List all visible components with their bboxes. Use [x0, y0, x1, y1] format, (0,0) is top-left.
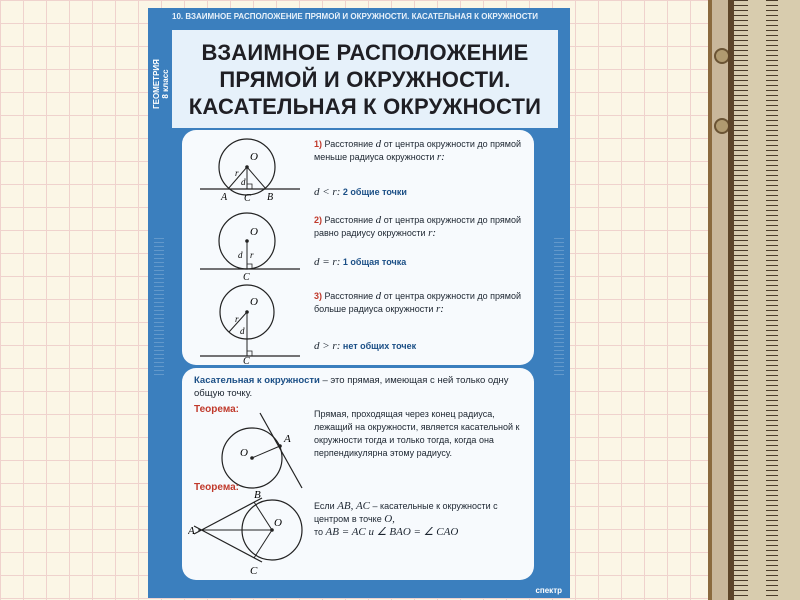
theorem2-label: Теорема: — [194, 482, 239, 493]
case3-label-c: C — [243, 356, 250, 364]
right-side-strip — [554, 238, 564, 378]
theorem1-label-o: O — [240, 447, 248, 459]
case1-label-b: B — [267, 192, 274, 203]
theorem2-text-a: Если — [314, 501, 335, 511]
case2-label-r: r — [250, 250, 254, 260]
case1-label-c: C — [244, 193, 251, 204]
case1-var-d: d — [375, 138, 382, 150]
case3-var-r: r: — [435, 303, 444, 315]
ruler-scale-secondary — [766, 0, 800, 600]
case3-text — [314, 290, 529, 316]
case2-number: 2) — [314, 215, 323, 225]
title-box — [172, 30, 558, 128]
case1-cond-expr: d < r: — [314, 186, 341, 198]
theorem1-diagram — [212, 408, 322, 493]
left-side-strip — [154, 238, 164, 378]
case1-condition — [314, 186, 514, 198]
case2-text-b: от центра окружности до прямой равно радиусу окружности — [314, 215, 522, 238]
case1-label-r: r — [235, 168, 239, 178]
theorem2-label-a: A — [188, 525, 195, 537]
definition-text: – это прямая, имеющая с ней только одну общую точку. — [194, 375, 509, 399]
case2-label-o: O — [250, 226, 258, 238]
case1-label-d: d — [241, 177, 246, 187]
theorem1-text: Прямая, проходящая через конец радиуса, лежащий на окружности, является касательной к окружности тогда и только тогда, когда она перпендикулярна этому радиусу. — [314, 409, 520, 458]
theorem2-diagram — [188, 490, 314, 580]
case3-cond-result: нет общих точек — [342, 341, 417, 351]
ruler-tape — [712, 0, 728, 600]
case3-condition — [314, 340, 514, 352]
case3-text-a: Расстояние — [324, 291, 374, 301]
case2-var-r: r: — [428, 227, 437, 239]
theorem2-label-o: O — [274, 517, 282, 529]
theorem2-text — [314, 500, 524, 539]
case3-label-d: d — [240, 326, 245, 336]
case2-label-d: d — [238, 250, 243, 260]
poster — [148, 8, 570, 598]
case1-var-r: r: — [436, 151, 445, 163]
case3-label-r: r — [235, 314, 239, 324]
side-label — [152, 38, 170, 130]
case3-text-b: от центра окружности до прямой больше радиуса окружности — [314, 291, 522, 314]
theorem2-text-c: то — [314, 527, 324, 537]
theorem2-expr-b: O, — [384, 513, 395, 525]
case3-label-o: O — [250, 296, 258, 308]
tangent-panel — [182, 368, 534, 580]
case1-text-a: Расстояние — [324, 139, 374, 149]
case2-label-c: C — [243, 272, 250, 281]
case2-var-d: d — [375, 214, 382, 226]
case1-diagram — [182, 130, 307, 205]
case2-condition — [314, 256, 514, 268]
case2-diagram — [182, 206, 307, 281]
case1-text-b: от центра окружности до прямой меньше радиуса окружности — [314, 139, 522, 162]
title-line-2: ПРЯМОЙ И ОКРУЖНОСТИ. — [219, 66, 511, 92]
case1-text — [314, 138, 529, 164]
theorem1-label: Теорема: — [194, 404, 239, 415]
case2-text — [314, 214, 529, 240]
theorem2-expr-c: AB = AC и ∠ BAO = ∠ CAO — [325, 526, 459, 538]
definition-term: Касательная к окружности — [194, 375, 320, 386]
title-line-1: ВЗАИМНОЕ РАСПОЛОЖЕНИЕ — [201, 39, 529, 65]
theorem1-label-a: A — [284, 433, 291, 445]
case1-label-a: A — [221, 192, 228, 203]
case1-label-o: O — [250, 151, 258, 163]
case3-var-d: d — [375, 290, 382, 302]
theorem2-expr-a: AB, AC — [337, 500, 370, 512]
side-grade: 8 класс — [161, 69, 171, 99]
ruler — [708, 0, 800, 600]
case3-diagram — [182, 282, 307, 364]
tangent-definition — [194, 374, 524, 400]
case3-cond-expr: d > r: — [314, 340, 341, 352]
cases-panel — [182, 130, 534, 365]
case3-number: 3) — [314, 291, 323, 301]
theorem2-text-b: – касательные к окружности с центром в точке — [314, 501, 498, 524]
title-line-3: КАСАТЕЛЬНАЯ К ОКРУЖНОСТИ — [188, 93, 542, 119]
publisher-logo: спектр — [535, 586, 562, 595]
side-subject: ГЕОМЕТРИЯ — [152, 59, 162, 109]
case2-cond-result: 1 общая точка — [342, 257, 407, 267]
theorem2-label-c: C — [250, 565, 258, 577]
poster-top-strip: 10. ВЗАИМНОЕ РАСПОЛОЖЕНИЕ ПРЯМОЙ И ОКРУЖНОСТИ. КАСАТЕЛЬНАЯ К ОКРУЖНОСТИ — [172, 12, 538, 21]
case1-number: 1) — [314, 139, 323, 149]
case2-text-a: Расстояние — [324, 215, 374, 225]
case2-cond-expr: d = r: — [314, 256, 341, 268]
case1-cond-result: 2 общие точки — [342, 187, 407, 197]
theorem2-label-b: B — [254, 490, 261, 501]
